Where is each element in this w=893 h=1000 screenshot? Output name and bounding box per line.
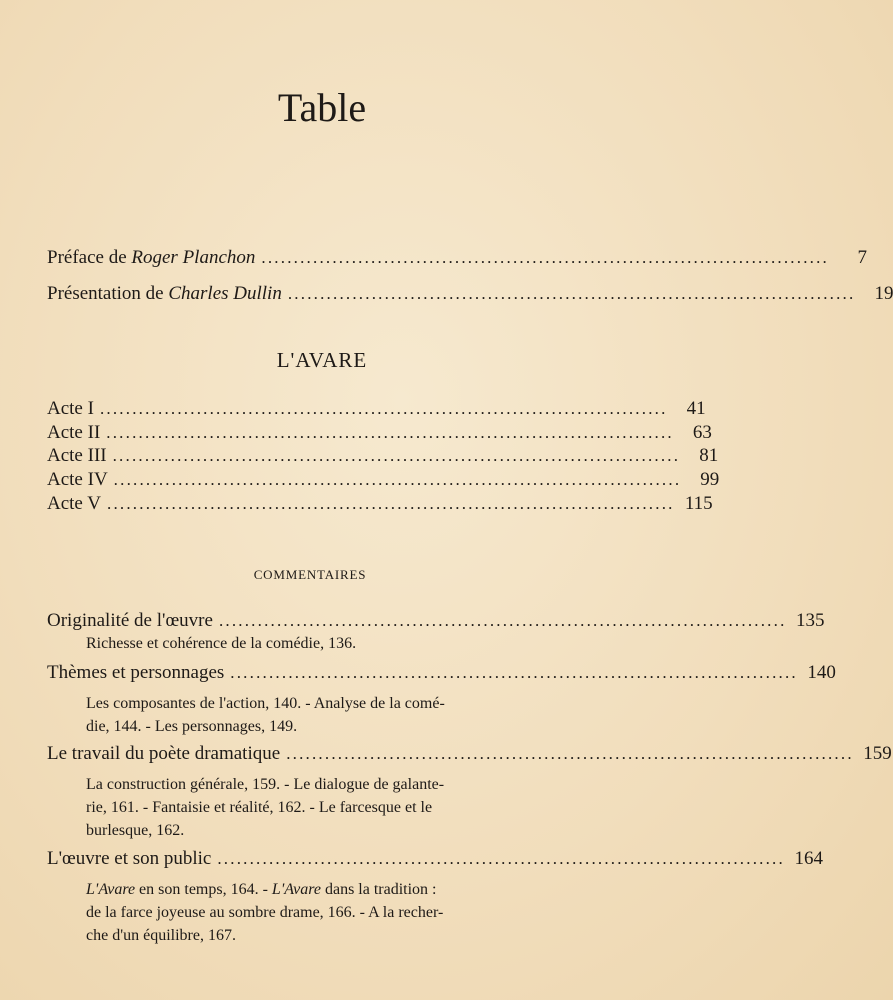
- toc-entry-presentation: [47, 282, 893, 306]
- section-title-play: L'AVARE: [276, 348, 368, 372]
- page-number: 7: [857, 247, 868, 268]
- page-number: 135: [796, 610, 825, 631]
- description-line: rie, 161. - Fantaisie et réalité, 162. - Le farcesque et le: [86, 799, 433, 816]
- dot-leader: ........................................................................................: [99, 399, 668, 418]
- dot-leader: ........................................................................................: [107, 494, 675, 513]
- page-number: 81: [699, 445, 719, 466]
- entry-label: Acte II: [47, 422, 101, 443]
- entry-description: [86, 878, 526, 947]
- dot-leader: ........................................................................................: [113, 470, 682, 489]
- toc-entry-act-2: [47, 421, 712, 445]
- page-number: 99: [700, 469, 720, 490]
- entry-label: Acte I: [47, 398, 94, 419]
- toc-entry-preface: [47, 246, 868, 270]
- page-number: 164: [794, 848, 823, 869]
- toc-entry-act-3: [47, 444, 719, 468]
- dot-leader: ........................................................................................: [106, 423, 674, 442]
- description-line: La construction générale, 159. - Le dialogue de galante-: [86, 776, 445, 793]
- entry-label: Présentation de Charles Dullin: [47, 283, 282, 304]
- description-line: Les composantes de l'action, 140. - Analyse de la comé-: [86, 695, 445, 712]
- entry-label: Acte IV: [47, 469, 108, 490]
- dot-leader: ........................................................................................: [112, 446, 681, 465]
- page-number: 41: [686, 398, 706, 419]
- dot-leader: ........................................................................................: [286, 744, 854, 763]
- description-line: che d'un équilibre, 167.: [86, 927, 236, 944]
- toc-entry-act-5: [47, 492, 713, 516]
- dot-leader: ........................................................................................: [261, 248, 830, 267]
- toc-entry-themes: [47, 661, 836, 685]
- entry-description: [86, 773, 526, 842]
- description-line: L'Avare en son temps, 164. - L'Avare dans la tradition :: [86, 881, 437, 898]
- dot-leader: ........................................................................................: [217, 849, 785, 868]
- entry-label: Acte V: [47, 493, 101, 514]
- page-number: 63: [692, 422, 712, 443]
- toc-entry-travail: [47, 742, 892, 766]
- entry-description: [86, 692, 526, 738]
- entry-label: Originalité de l'œuvre: [47, 610, 213, 631]
- page-number: 115: [684, 493, 713, 514]
- description-line: burlesque, 162.: [86, 822, 185, 839]
- dot-leader: ........................................................................................: [218, 611, 787, 630]
- toc-entry-act-4: [47, 468, 720, 492]
- toc-entry-originalite: [47, 609, 825, 633]
- description-line: die, 144. - Les personnages, 149.: [86, 718, 298, 735]
- page-number: 19: [874, 283, 893, 304]
- toc-entry-act-1: [47, 397, 706, 421]
- dot-leader: ........................................................................................: [287, 284, 856, 303]
- entry-label: Le travail du poète dramatique: [47, 743, 281, 764]
- entry-label: Préface de Roger Planchon: [47, 247, 256, 268]
- entry-label: L'œuvre et son public: [47, 848, 212, 869]
- page-number: 140: [807, 662, 836, 683]
- entry-label: Thèmes et personnages: [47, 662, 225, 683]
- toc-entry-oeuvre-public: [47, 847, 823, 871]
- description-line: de la farce joyeuse au sombre drame, 166. - A la recher-: [86, 904, 444, 921]
- entry-label: Acte III: [47, 445, 107, 466]
- dot-leader: ........................................................................................: [230, 663, 798, 682]
- section-title-commentaires: COMMENTAIRES: [253, 567, 367, 582]
- page-title: Table: [277, 85, 367, 130]
- description-line: Richesse et cohérence de la comédie, 136.: [86, 635, 357, 652]
- page-number: 159: [863, 743, 892, 764]
- entry-description: [86, 632, 526, 655]
